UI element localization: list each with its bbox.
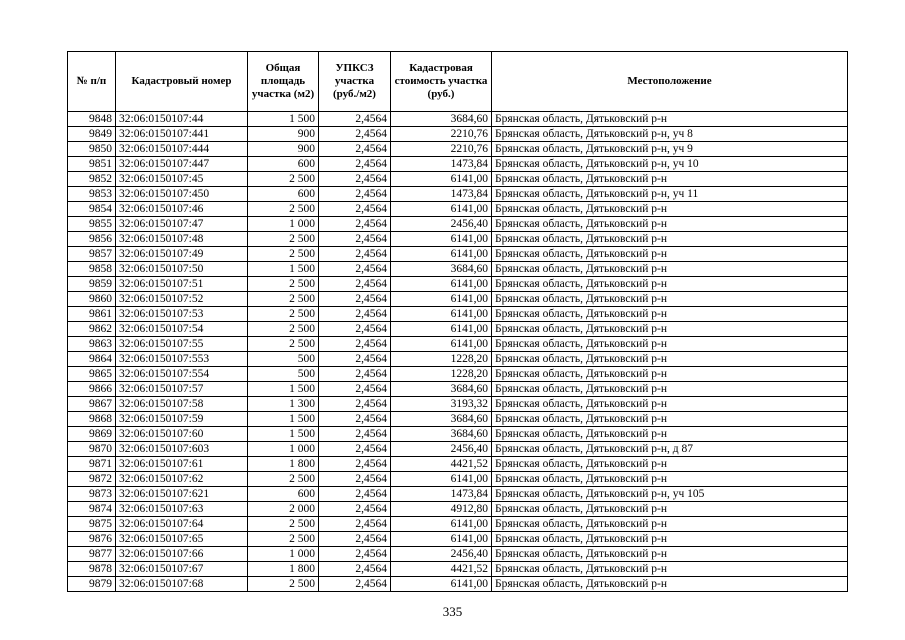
cell-cadastral-cost: 4421,52 — [391, 562, 492, 577]
cell-upksz: 2,4564 — [319, 532, 391, 547]
cell-cadastral-number: 32:06:0150107:61 — [116, 457, 248, 472]
cell-cadastral-number: 32:06:0150107:450 — [116, 187, 248, 202]
cell-cadastral-number: 32:06:0150107:58 — [116, 397, 248, 412]
cell-cadastral-cost: 2210,76 — [391, 127, 492, 142]
cell-location: Брянская область, Дятьковский р-н — [492, 547, 848, 562]
cell-cadastral-cost: 3684,60 — [391, 427, 492, 442]
cell-cadastral-number: 32:06:0150107:49 — [116, 247, 248, 262]
table-body — [68, 112, 848, 592]
table-row — [68, 322, 848, 337]
cell-num: 9876 — [68, 532, 116, 547]
cell-cadastral-number: 32:06:0150107:553 — [116, 352, 248, 367]
table-row — [68, 577, 848, 592]
cell-upksz: 2,4564 — [319, 367, 391, 382]
header-location: Местоположение — [492, 52, 848, 112]
table-row — [68, 472, 848, 487]
cell-cadastral-number: 32:06:0150107:59 — [116, 412, 248, 427]
cell-cadastral-number: 32:06:0150107:62 — [116, 472, 248, 487]
cell-cadastral-cost: 6141,00 — [391, 517, 492, 532]
cell-num: 9852 — [68, 172, 116, 187]
cell-location: Брянская область, Дятьковский р-н — [492, 202, 848, 217]
cell-cadastral-cost: 1473,84 — [391, 157, 492, 172]
cell-location: Брянская область, Дятьковский р-н — [492, 292, 848, 307]
cell-num: 9848 — [68, 112, 116, 127]
cell-cadastral-number: 32:06:0150107:65 — [116, 532, 248, 547]
cell-num: 9879 — [68, 577, 116, 592]
cell-cadastral-cost: 6141,00 — [391, 232, 492, 247]
cell-num: 9868 — [68, 412, 116, 427]
cell-upksz: 2,4564 — [319, 397, 391, 412]
cell-location: Брянская область, Дятьковский р-н, уч 105 — [492, 487, 848, 502]
cell-cadastral-number: 32:06:0150107:46 — [116, 202, 248, 217]
cell-upksz: 2,4564 — [319, 352, 391, 367]
table-row — [68, 367, 848, 382]
header-cadastral-number: Кадастровый номер — [116, 52, 248, 112]
cell-cadastral-number: 32:06:0150107:441 — [116, 127, 248, 142]
cell-cadastral-cost: 6141,00 — [391, 322, 492, 337]
cell-cadastral-cost: 6141,00 — [391, 337, 492, 352]
cell-area: 1 300 — [248, 397, 319, 412]
table-row — [68, 412, 848, 427]
cell-location: Брянская область, Дятьковский р-н — [492, 262, 848, 277]
cell-cadastral-cost: 3684,60 — [391, 382, 492, 397]
cell-location: Брянская область, Дятьковский р-н — [492, 337, 848, 352]
cell-location: Брянская область, Дятьковский р-н — [492, 457, 848, 472]
cell-cadastral-number: 32:06:0150107:64 — [116, 517, 248, 532]
table-row — [68, 502, 848, 517]
table-row — [68, 262, 848, 277]
cell-area: 500 — [248, 352, 319, 367]
table-row — [68, 247, 848, 262]
cell-upksz: 2,4564 — [319, 232, 391, 247]
cell-location: Брянская область, Дятьковский р-н — [492, 502, 848, 517]
table-row — [68, 457, 848, 472]
cell-num: 9850 — [68, 142, 116, 157]
cell-upksz: 2,4564 — [319, 277, 391, 292]
cell-cadastral-cost: 2456,40 — [391, 442, 492, 457]
header-num: № п/п — [68, 52, 116, 112]
cell-num: 9874 — [68, 502, 116, 517]
cell-location: Брянская область, Дятьковский р-н — [492, 307, 848, 322]
cell-area: 1 000 — [248, 547, 319, 562]
cell-location: Брянская область, Дятьковский р-н — [492, 397, 848, 412]
cell-location: Брянская область, Дятьковский р-н, уч 9 — [492, 142, 848, 157]
table-row — [68, 232, 848, 247]
cell-location: Брянская область, Дятьковский р-н, уч 10 — [492, 157, 848, 172]
cell-area: 1 800 — [248, 562, 319, 577]
cell-upksz: 2,4564 — [319, 172, 391, 187]
cell-area: 2 500 — [248, 532, 319, 547]
cell-location: Брянская область, Дятьковский р-н, уч 11 — [492, 187, 848, 202]
cell-area: 2 500 — [248, 292, 319, 307]
table-row — [68, 427, 848, 442]
cell-upksz: 2,4564 — [319, 517, 391, 532]
cell-upksz: 2,4564 — [319, 187, 391, 202]
cell-cadastral-number: 32:06:0150107:66 — [116, 547, 248, 562]
header-upksz: УПКСЗ участка (руб./м2) — [319, 52, 391, 112]
cell-upksz: 2,4564 — [319, 502, 391, 517]
cell-num: 9858 — [68, 262, 116, 277]
cell-upksz: 2,4564 — [319, 562, 391, 577]
cell-cadastral-number: 32:06:0150107:57 — [116, 382, 248, 397]
cell-area: 1 500 — [248, 262, 319, 277]
cell-upksz: 2,4564 — [319, 292, 391, 307]
cell-cadastral-cost: 3684,60 — [391, 262, 492, 277]
cell-cadastral-number: 32:06:0150107:447 — [116, 157, 248, 172]
cell-upksz: 2,4564 — [319, 262, 391, 277]
cell-cadastral-cost: 6141,00 — [391, 292, 492, 307]
cell-area: 900 — [248, 127, 319, 142]
cell-num: 9873 — [68, 487, 116, 502]
cell-area: 2 500 — [248, 307, 319, 322]
cell-upksz: 2,4564 — [319, 382, 391, 397]
cell-location: Брянская область, Дятьковский р-н — [492, 172, 848, 187]
cell-location: Брянская область, Дятьковский р-н, д 87 — [492, 442, 848, 457]
cell-upksz: 2,4564 — [319, 247, 391, 262]
table-row — [68, 307, 848, 322]
cell-cadastral-cost: 6141,00 — [391, 277, 492, 292]
cell-area: 2 500 — [248, 277, 319, 292]
cell-num: 9869 — [68, 427, 116, 442]
cell-cadastral-cost: 6141,00 — [391, 247, 492, 262]
table-row — [68, 142, 848, 157]
cell-upksz: 2,4564 — [319, 157, 391, 172]
cell-location: Брянская область, Дятьковский р-н — [492, 322, 848, 337]
cell-area: 2 500 — [248, 247, 319, 262]
cell-cadastral-cost: 1228,20 — [391, 367, 492, 382]
cell-area: 600 — [248, 487, 319, 502]
table-row — [68, 277, 848, 292]
cell-location: Брянская область, Дятьковский р-н — [492, 517, 848, 532]
cell-cadastral-cost: 4421,52 — [391, 457, 492, 472]
cell-area: 2 500 — [248, 202, 319, 217]
cell-num: 9870 — [68, 442, 116, 457]
cell-upksz: 2,4564 — [319, 202, 391, 217]
cell-area: 2 500 — [248, 322, 319, 337]
cell-area: 900 — [248, 142, 319, 157]
cell-cadastral-number: 32:06:0150107:54 — [116, 322, 248, 337]
cell-num: 9864 — [68, 352, 116, 367]
cell-cadastral-cost: 6141,00 — [391, 172, 492, 187]
cell-location: Брянская область, Дятьковский р-н — [492, 472, 848, 487]
cell-cadastral-cost: 2456,40 — [391, 217, 492, 232]
cell-upksz: 2,4564 — [319, 487, 391, 502]
table-row — [68, 127, 848, 142]
cell-cadastral-number: 32:06:0150107:603 — [116, 442, 248, 457]
cell-area: 2 500 — [248, 577, 319, 592]
cell-location: Брянская область, Дятьковский р-н — [492, 532, 848, 547]
table-row — [68, 532, 848, 547]
cell-location: Брянская область, Дятьковский р-н — [492, 277, 848, 292]
table-row — [68, 382, 848, 397]
cell-cadastral-number: 32:06:0150107:60 — [116, 427, 248, 442]
cell-area: 1 500 — [248, 427, 319, 442]
table-row — [68, 562, 848, 577]
cell-num: 9866 — [68, 382, 116, 397]
cell-location: Брянская область, Дятьковский р-н — [492, 112, 848, 127]
cell-upksz: 2,4564 — [319, 472, 391, 487]
cell-cadastral-number: 32:06:0150107:52 — [116, 292, 248, 307]
cell-location: Брянская область, Дятьковский р-н — [492, 367, 848, 382]
cell-num: 9853 — [68, 187, 116, 202]
cell-upksz: 2,4564 — [319, 142, 391, 157]
cell-area: 2 500 — [248, 517, 319, 532]
cell-upksz: 2,4564 — [319, 427, 391, 442]
cell-area: 1 500 — [248, 382, 319, 397]
cell-num: 9855 — [68, 217, 116, 232]
cell-num: 9857 — [68, 247, 116, 262]
cell-upksz: 2,4564 — [319, 127, 391, 142]
cell-cadastral-number: 32:06:0150107:68 — [116, 577, 248, 592]
page-number: 335 — [442, 604, 463, 619]
cell-location: Брянская область, Дятьковский р-н — [492, 352, 848, 367]
cell-area: 1 000 — [248, 217, 319, 232]
cell-area: 1 000 — [248, 442, 319, 457]
cell-area: 2 000 — [248, 502, 319, 517]
cell-cadastral-cost: 1228,20 — [391, 352, 492, 367]
cell-cadastral-cost: 3684,60 — [391, 412, 492, 427]
cell-num: 9856 — [68, 232, 116, 247]
cell-cadastral-cost: 6141,00 — [391, 532, 492, 547]
cell-cadastral-number: 32:06:0150107:67 — [116, 562, 248, 577]
cell-cadastral-number: 32:06:0150107:50 — [116, 262, 248, 277]
cell-upksz: 2,4564 — [319, 442, 391, 457]
cell-cadastral-cost: 1473,84 — [391, 187, 492, 202]
cell-area: 600 — [248, 187, 319, 202]
cell-upksz: 2,4564 — [319, 112, 391, 127]
cell-upksz: 2,4564 — [319, 322, 391, 337]
table-row — [68, 157, 848, 172]
cell-cadastral-number: 32:06:0150107:47 — [116, 217, 248, 232]
cell-cadastral-cost: 3193,32 — [391, 397, 492, 412]
cell-location: Брянская область, Дятьковский р-н — [492, 577, 848, 592]
cell-upksz: 2,4564 — [319, 577, 391, 592]
cell-upksz: 2,4564 — [319, 457, 391, 472]
cell-cadastral-cost: 4912,80 — [391, 502, 492, 517]
header-cadastral-cost: Кадастровая стоимость участка (руб.) — [391, 52, 492, 112]
cell-location: Брянская область, Дятьковский р-н — [492, 427, 848, 442]
cell-upksz: 2,4564 — [319, 412, 391, 427]
cell-location: Брянская область, Дятьковский р-н — [492, 562, 848, 577]
table-row — [68, 397, 848, 412]
cell-cadastral-number: 32:06:0150107:444 — [116, 142, 248, 157]
cell-num: 9863 — [68, 337, 116, 352]
cell-num: 9851 — [68, 157, 116, 172]
table-row — [68, 172, 848, 187]
cell-num: 9854 — [68, 202, 116, 217]
cell-num: 9862 — [68, 322, 116, 337]
cell-location: Брянская область, Дятьковский р-н — [492, 412, 848, 427]
table-row — [68, 112, 848, 127]
cell-cadastral-cost: 3684,60 — [391, 112, 492, 127]
cell-num: 9871 — [68, 457, 116, 472]
cell-num: 9865 — [68, 367, 116, 382]
cell-location: Брянская область, Дятьковский р-н — [492, 217, 848, 232]
table-row — [68, 202, 848, 217]
table-row — [68, 517, 848, 532]
table-row — [68, 187, 848, 202]
cell-area: 1 500 — [248, 112, 319, 127]
cell-cadastral-number: 32:06:0150107:554 — [116, 367, 248, 382]
cell-num: 9860 — [68, 292, 116, 307]
cell-location: Брянская область, Дятьковский р-н — [492, 232, 848, 247]
cell-location: Брянская область, Дятьковский р-н — [492, 247, 848, 262]
cell-area: 2 500 — [248, 232, 319, 247]
table-header — [68, 52, 848, 112]
cell-num: 9849 — [68, 127, 116, 142]
cell-upksz: 2,4564 — [319, 547, 391, 562]
cell-area: 1 800 — [248, 457, 319, 472]
cell-location: Брянская область, Дятьковский р-н, уч 8 — [492, 127, 848, 142]
cell-area: 1 500 — [248, 412, 319, 427]
header-area: Общая площадь участка (м2) — [248, 52, 319, 112]
cell-upksz: 2,4564 — [319, 337, 391, 352]
cell-num: 9861 — [68, 307, 116, 322]
cell-area: 600 — [248, 157, 319, 172]
cadastral-table — [67, 51, 848, 592]
cell-cadastral-cost: 6141,00 — [391, 307, 492, 322]
cell-cadastral-number: 32:06:0150107:55 — [116, 337, 248, 352]
cell-cadastral-number: 32:06:0150107:51 — [116, 277, 248, 292]
cell-cadastral-number: 32:06:0150107:48 — [116, 232, 248, 247]
cell-cadastral-cost: 1473,84 — [391, 487, 492, 502]
table-row — [68, 547, 848, 562]
cell-cadastral-number: 32:06:0150107:621 — [116, 487, 248, 502]
table-row — [68, 337, 848, 352]
cell-cadastral-number: 32:06:0150107:45 — [116, 172, 248, 187]
cell-upksz: 2,4564 — [319, 217, 391, 232]
cell-area: 2 500 — [248, 337, 319, 352]
table-row — [68, 292, 848, 307]
cell-cadastral-number: 32:06:0150107:53 — [116, 307, 248, 322]
cell-area: 500 — [248, 367, 319, 382]
cell-cadastral-cost: 6141,00 — [391, 472, 492, 487]
cell-num: 9878 — [68, 562, 116, 577]
cell-upksz: 2,4564 — [319, 307, 391, 322]
table-row — [68, 487, 848, 502]
cell-num: 9872 — [68, 472, 116, 487]
cell-cadastral-cost: 2210,76 — [391, 142, 492, 157]
table-row — [68, 217, 848, 232]
cell-cadastral-cost: 6141,00 — [391, 577, 492, 592]
table-row — [68, 352, 848, 367]
cell-num: 9867 — [68, 397, 116, 412]
cell-num: 9859 — [68, 277, 116, 292]
cell-cadastral-cost: 6141,00 — [391, 202, 492, 217]
cell-cadastral-cost: 2456,40 — [391, 547, 492, 562]
cell-area: 2 500 — [248, 172, 319, 187]
cell-num: 9875 — [68, 517, 116, 532]
cell-num: 9877 — [68, 547, 116, 562]
cell-cadastral-number: 32:06:0150107:63 — [116, 502, 248, 517]
cell-area: 2 500 — [248, 472, 319, 487]
cell-cadastral-number: 32:06:0150107:44 — [116, 112, 248, 127]
cell-location: Брянская область, Дятьковский р-н — [492, 382, 848, 397]
table-row — [68, 442, 848, 457]
